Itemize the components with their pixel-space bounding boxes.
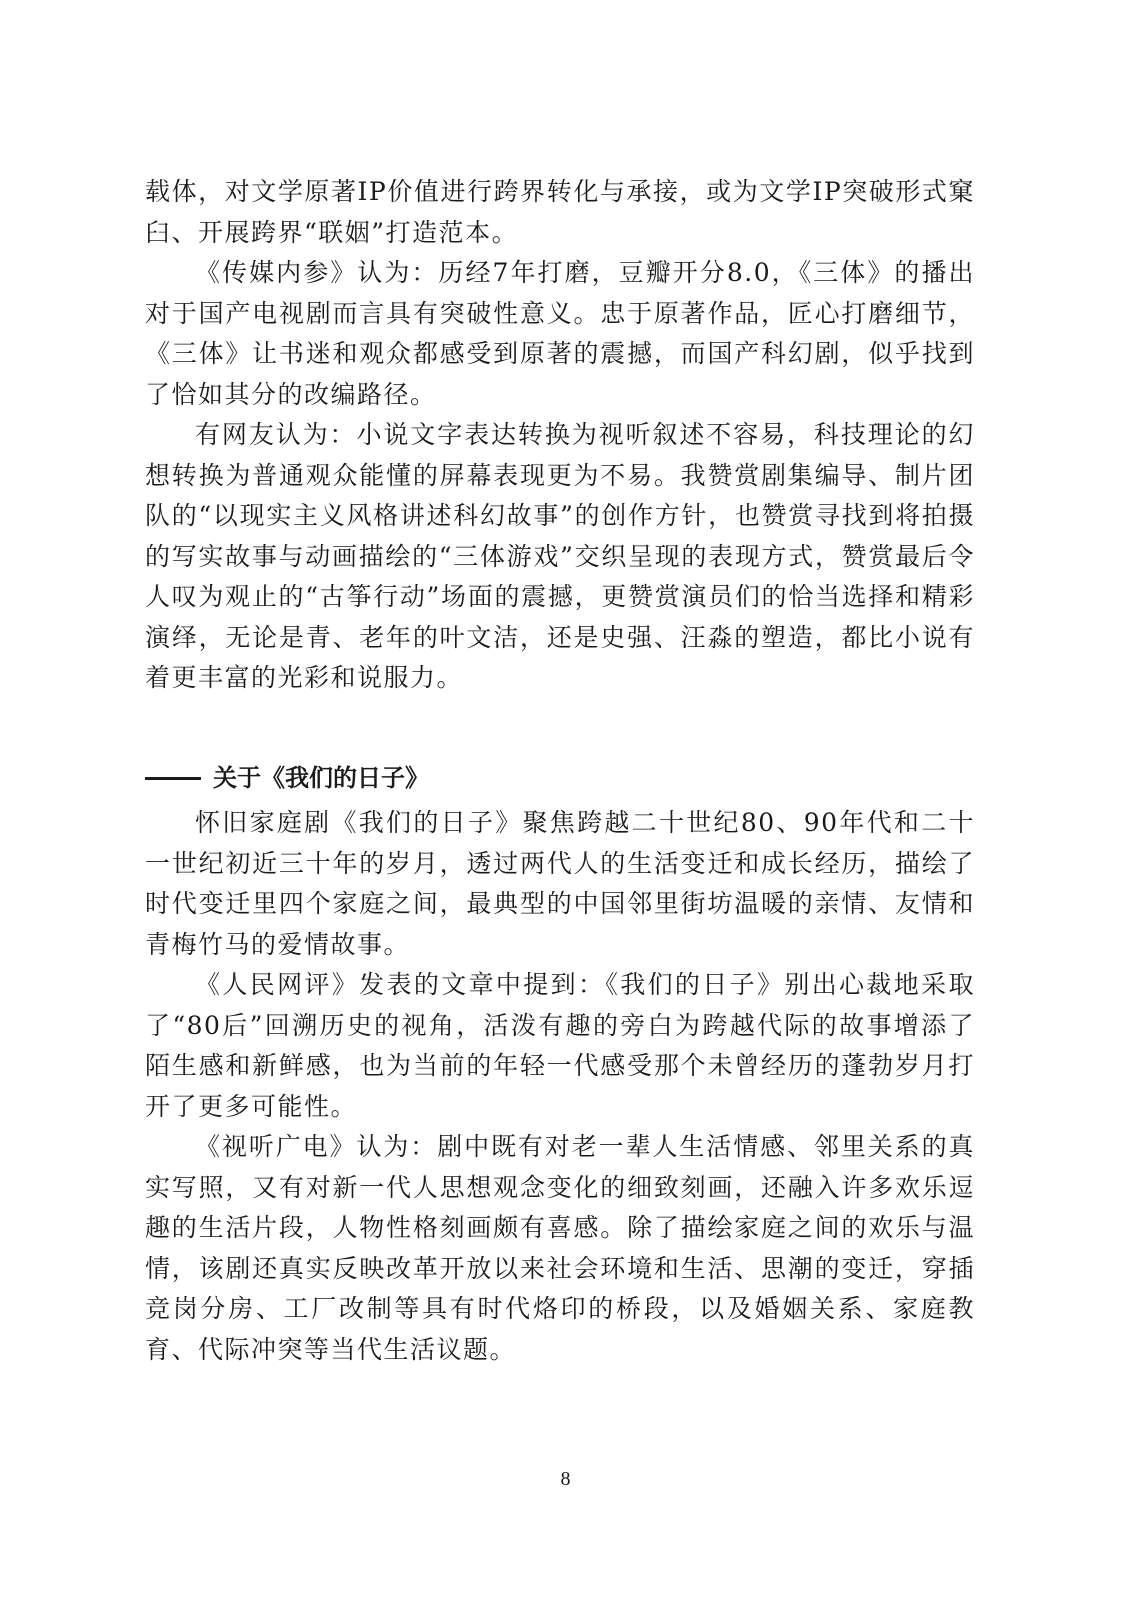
paragraph-people-review: 《人民网评》发表的文章中提到：《我们的日子》别出心裁地采取了“80后”回溯历史的视角，活泼有趣的旁白为跨越代际的故事增添了陌生感和新鲜感，也为当前的年轻一代感受那个未曾经历的蓬勃岁月打开了更多可能性。	[145, 970, 975, 1121]
section-santi-commentary	[145, 172, 975, 699]
page-number: 8	[560, 1468, 571, 1490]
paragraph-continuation: 载体，对文学原著IP价值进行跨界转化与承接，或为文学IP突破形式窠臼、开展跨界“联姻”打造范本。	[145, 177, 975, 247]
paragraph-netizen-review: 有网友认为：小说文字表达转换为视听叙述不容易，科技理论的幻想转换为普通观众能懂的屏幕表现更为不易。我赞赏剧集编导、制片团队的“以现实主义风格讲述科幻故事”的创作方针，也赞赏寻找到将拍摄的写实故事与动画描绘的“三体游戏”交织呈现的表现方式，赞赏最后令人叹为观止的“古筝行动”场面的震撼，更赞赏演员们的恰当选择和精彩演绎，无论是青、老年的叶文洁，还是史强、汪淼的塑造，都比小说有着更丰富的光彩和说服力。	[145, 420, 975, 692]
heading-dash	[145, 777, 201, 780]
paragraph-media-review: 《传媒内参》认为：历经7年打磨，豆瓣开分8.0，《三体》的播出对于国产电视剧而言具有突破性意义。忠于原著作品，匠心打磨细节，《三体》让书迷和观众都感受到原著的震撼，而国产科幻剧，似乎找到了恰如其分的改编路径。	[145, 258, 975, 409]
paragraph-broadcast-review: 《视听广电》认为：剧中既有对老一辈人生活情感、邻里关系的真实写照，又有对新一代人思想观念变化的细致刻画，还融入许多欢乐逗趣的生活片段，人物性格刻画颇有喜感。除了描绘家庭之间的欢乐与温情，该剧还真实反映改革开放以来社会环境和生活、思潮的变迁，穿插竞岗分房、工厂改制等具有时代烙印的桥段，以及婚姻关系、家庭教育、代际冲突等当代生活议题。	[145, 1132, 975, 1364]
paragraph-intro: 怀旧家庭剧《我们的日子》聚焦跨越二十世纪80、90年代和二十一世纪初近三十年的岁月，透过两代人的生活变迁和成长经历，描绘了时代变迁里四个家庭之间，最典型的中国邻里街坊温暖的亲情、友情和青梅竹马的爱情故事。	[145, 808, 975, 959]
section-our-days	[145, 803, 975, 1370]
heading-title: 关于《我们的日子》	[213, 764, 429, 792]
section-heading	[145, 760, 429, 796]
